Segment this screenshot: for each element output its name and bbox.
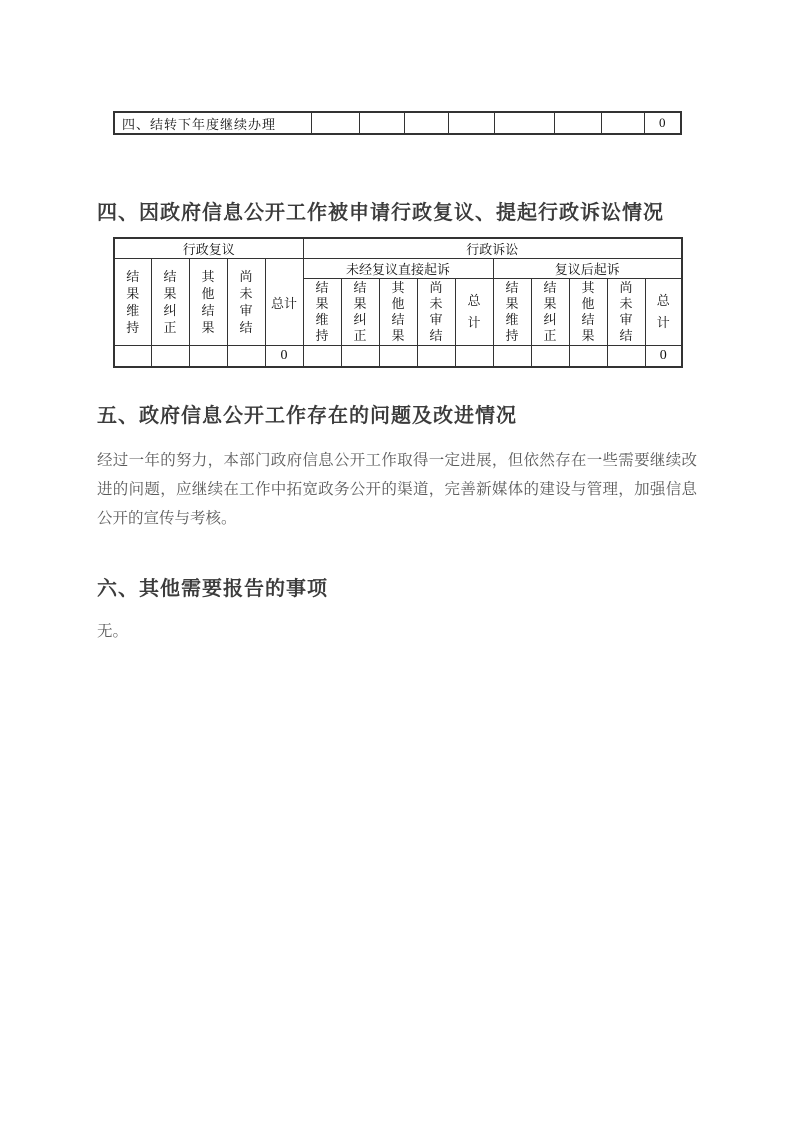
- table-row-groups: [114, 238, 682, 259]
- carryover-empty-cell: [601, 112, 644, 134]
- section-four-heading: 四、因政府信息公开工作被申请行政复议、提起行政诉讼情况: [97, 202, 664, 224]
- col-header-direct-total: 总计: [455, 279, 493, 346]
- data-cell-review-other: [189, 346, 227, 368]
- data-cell-after-other: [569, 346, 607, 368]
- data-cell-after-corrected: [531, 346, 569, 368]
- col-header-after-upheld: 结果维持: [493, 279, 531, 346]
- col-header-after-other: 其他结果: [569, 279, 607, 346]
- carryover-total-cell: 0: [644, 112, 681, 134]
- carryover-empty-cell: [311, 112, 359, 134]
- col-header-direct-pending: 尚未审结: [417, 279, 455, 346]
- carryover-empty-cell: [404, 112, 448, 134]
- data-cell-after-pending: [607, 346, 645, 368]
- data-cell-direct-total: [455, 346, 493, 368]
- carryover-label-cell: 四、结转下年度继续办理: [114, 112, 311, 134]
- review-litigation-table: [113, 237, 683, 368]
- carryover-table: [113, 111, 682, 135]
- data-cell-direct-pending: [417, 346, 455, 368]
- data-cell-review-upheld: [114, 346, 151, 368]
- col-header-after-corrected: 结果纠正: [531, 279, 569, 346]
- table-row-data: [114, 346, 682, 368]
- col-header-after-pending: 尚未审结: [607, 279, 645, 346]
- col-header-review-upheld: 结果维持: [114, 259, 151, 346]
- carryover-empty-cell: [359, 112, 404, 134]
- carryover-row: [114, 112, 681, 134]
- header-after-review-lawsuit: 复议后起诉: [493, 259, 682, 279]
- section-six-paragraph: 无。: [97, 623, 129, 640]
- data-cell-after-total: 0: [645, 346, 682, 368]
- header-direct-lawsuit: 未经复议直接起诉: [303, 259, 493, 279]
- data-cell-direct-upheld: [303, 346, 341, 368]
- data-cell-review-total: 0: [265, 346, 303, 368]
- col-header-direct-upheld: 结果维持: [303, 279, 341, 346]
- col-header-review-pending: 尚未审结: [227, 259, 265, 346]
- col-header-after-total: 总计: [645, 279, 682, 346]
- col-header-review-other: 其他结果: [189, 259, 227, 346]
- header-admin-review: 行政复议: [114, 238, 303, 259]
- col-header-review-total: 总计: [265, 259, 303, 346]
- col-header-direct-corrected: 结果纠正: [341, 279, 379, 346]
- data-cell-direct-corrected: [341, 346, 379, 368]
- table-row-subgroups: [114, 259, 682, 279]
- section-five-paragraph: 经过一年的努力，本部门政府信息公开工作取得一定进展，但依然存在一些需要继续改进的问题，应继续在工作中拓宽政务公开的渠道，完善新媒体的建设与管理，加强信息公开的宣传与考核。: [97, 452, 697, 527]
- data-cell-review-corrected: [151, 346, 189, 368]
- section-five-heading: 五、政府信息公开工作存在的问题及改进情况: [97, 405, 517, 427]
- data-cell-direct-other: [379, 346, 417, 368]
- data-cell-after-upheld: [493, 346, 531, 368]
- data-cell-review-pending: [227, 346, 265, 368]
- carryover-empty-cell: [554, 112, 601, 134]
- header-admin-litigation: 行政诉讼: [303, 238, 682, 259]
- carryover-empty-cell: [494, 112, 554, 134]
- section-six-heading: 六、其他需要报告的事项: [97, 578, 328, 600]
- col-header-direct-other: 其他结果: [379, 279, 417, 346]
- col-header-review-corrected: 结果纠正: [151, 259, 189, 346]
- carryover-empty-cell: [448, 112, 494, 134]
